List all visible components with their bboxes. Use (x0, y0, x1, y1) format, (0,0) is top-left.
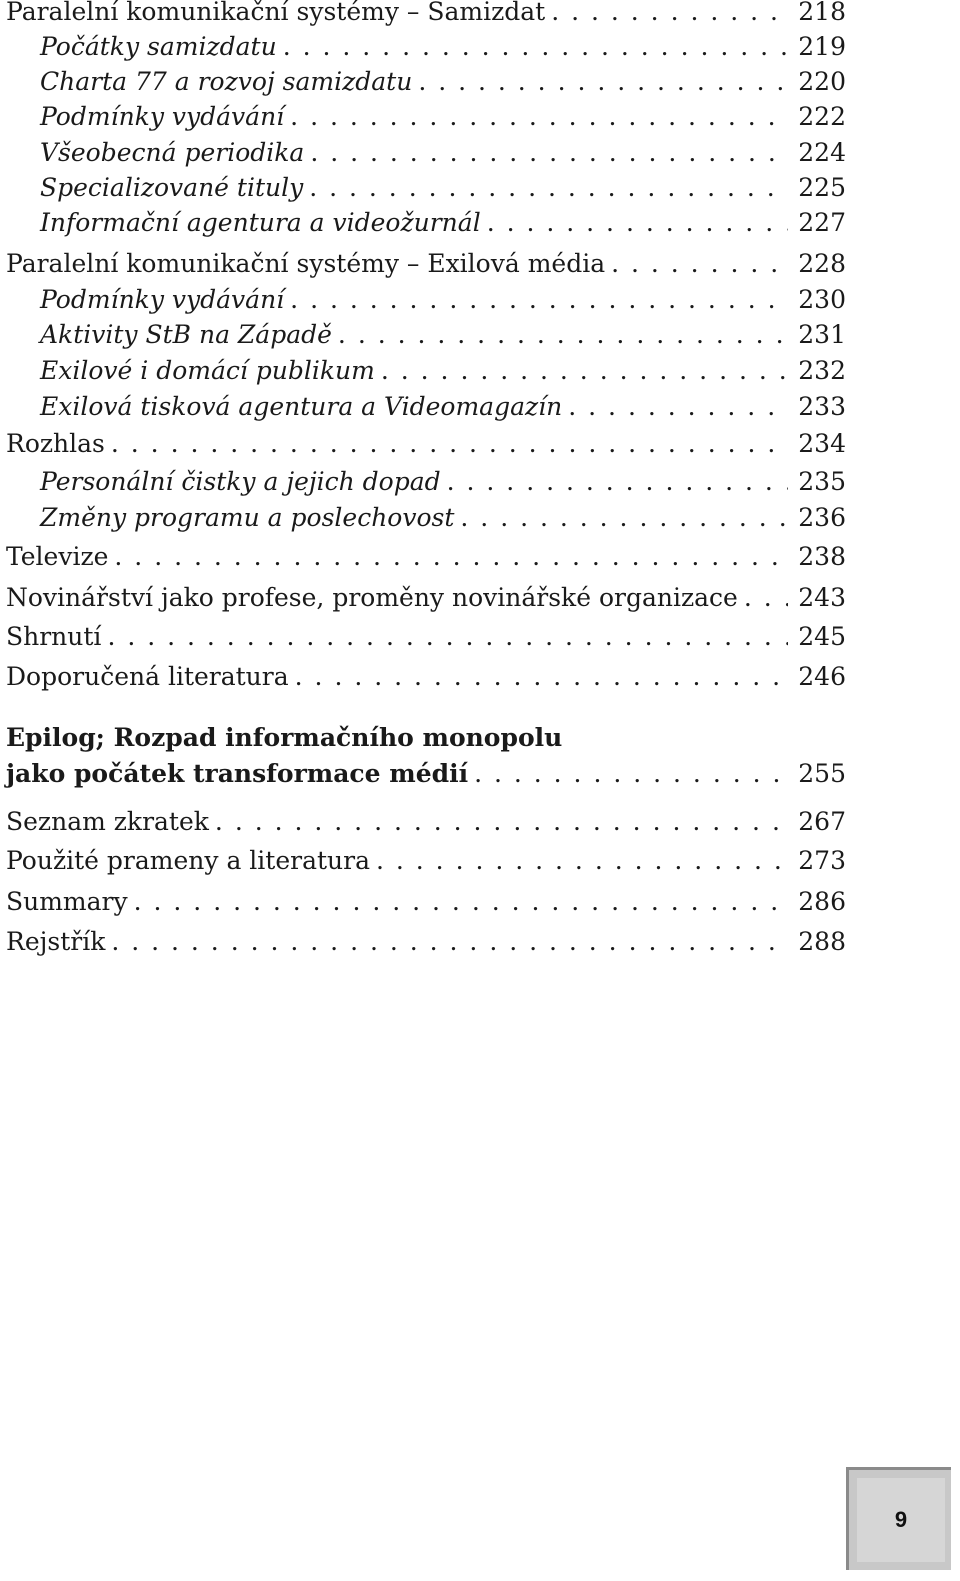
toc-entry (6, 884, 846, 920)
dot-leader (375, 353, 788, 389)
dot-leader (332, 317, 788, 353)
toc-entry (6, 246, 846, 282)
toc-entry-title: Použité prameny a literatura (6, 846, 370, 875)
toc-entry-page: 222 (798, 102, 846, 131)
dot-leader (209, 804, 788, 840)
toc-entry-title: Podmínky vydávání (40, 285, 285, 314)
toc-subentry (6, 500, 846, 536)
toc-entry-page: 288 (798, 927, 846, 956)
dot-leader (481, 205, 789, 241)
toc-entry (6, 539, 846, 575)
toc-entry-page: 255 (798, 759, 846, 788)
toc-subentry (6, 317, 846, 353)
toc-entry-page: 220 (798, 67, 846, 96)
dot-leader (284, 282, 788, 318)
toc-entry-title: jako počátek transformace médií (6, 759, 469, 788)
dot-leader (441, 464, 789, 500)
toc-entry-page: 236 (798, 503, 846, 532)
toc-entry-title: Všeobecná periodika (40, 138, 305, 167)
toc-subentry (6, 64, 846, 100)
toc-entry-page: 231 (798, 320, 846, 349)
dot-leader (605, 246, 788, 282)
toc-entry-title: Informační agentura a videožurnál (40, 208, 481, 237)
toc-entry (6, 619, 846, 655)
toc-entry (6, 843, 846, 879)
toc-subentry (6, 389, 846, 425)
dot-leader (412, 64, 788, 100)
toc-entry-title: Paralelní komunikační systémy – Samizdat (6, 0, 546, 26)
dot-leader (284, 99, 788, 135)
toc-subentry (6, 464, 846, 500)
toc-entry (6, 659, 846, 695)
toc-entry-page: 235 (798, 467, 846, 496)
toc-entry-title: Paralelní komunikační systémy – Exilová média (6, 249, 606, 278)
toc-entry-title: Exilové i domácí publikum (40, 356, 375, 385)
toc-entry (6, 924, 846, 960)
toc-entry-title: Personální čistky a jejich dopad (40, 467, 441, 496)
toc-subentry (6, 99, 846, 135)
toc-entry-page: 245 (798, 622, 846, 651)
toc-entry-page: 238 (798, 542, 846, 571)
toc-subentry (6, 135, 846, 171)
toc-entry (6, 580, 846, 616)
toc-entry-page: 228 (798, 249, 846, 278)
toc-subentry (6, 353, 846, 389)
page-number: 9 (857, 1478, 945, 1562)
toc-entry-page: 225 (798, 173, 846, 202)
toc-entry-title: Charta 77 a rozvoj samizdatu (40, 67, 413, 96)
dot-leader (468, 756, 788, 792)
dot-leader (545, 0, 788, 30)
dot-leader (738, 580, 788, 616)
toc-entry-page: 286 (798, 887, 846, 916)
toc-entry-page: 227 (798, 208, 846, 237)
toc-entry-title: Seznam zkratek (6, 807, 209, 836)
toc-entry-page: 243 (798, 583, 846, 612)
dot-leader (105, 924, 788, 960)
dot-leader (289, 659, 789, 695)
toc-subentry (6, 282, 846, 318)
toc-entry-page: 234 (798, 429, 846, 458)
dot-leader (303, 170, 788, 206)
toc-entry-title: Televize (6, 542, 109, 571)
dot-leader (454, 500, 788, 536)
dot-leader (128, 884, 789, 920)
toc-entry-title: Shrnutí (6, 622, 102, 651)
dot-leader (101, 619, 788, 655)
toc-entry-title: Aktivity StB na Západě (40, 320, 332, 349)
toc-entry-page: 224 (798, 138, 846, 167)
toc-entry-title: Doporučená literatura (6, 662, 289, 691)
toc-entry-page: 267 (798, 807, 846, 836)
dot-leader (108, 539, 788, 575)
toc-entry-page: 219 (798, 32, 846, 61)
toc-subentry (6, 205, 846, 241)
dot-leader (370, 843, 788, 879)
epilog-heading: Epilog; Rozpad informačního monopolu (6, 723, 563, 752)
toc-entry-title: Novinářství jako profese, proměny novinářské organizace (6, 583, 738, 612)
dot-leader (562, 389, 788, 425)
toc-entry-page: 246 (798, 662, 846, 691)
toc-subentry (6, 29, 846, 65)
toc-entry-title: Počátky samizdatu (40, 32, 277, 61)
toc-entry-page: 273 (798, 846, 846, 875)
toc-entry (6, 0, 846, 30)
toc-entry-title: Podmínky vydávání (40, 102, 285, 131)
toc-entry-title: Rejstřík (6, 927, 106, 956)
toc-entry (6, 426, 846, 462)
toc-entry-page: 230 (798, 285, 846, 314)
toc-entry-page: 218 (798, 0, 846, 26)
toc-entry-title: Summary (6, 887, 128, 916)
toc-entry (6, 804, 846, 840)
dot-leader (277, 29, 789, 65)
toc-subentry (6, 170, 846, 206)
toc-entry-title: Specializované tituly (40, 173, 304, 202)
page-number-badge (846, 1467, 951, 1570)
toc-entry-page: 232 (798, 356, 846, 385)
dot-leader (105, 426, 788, 462)
toc-entry-title: Rozhlas (6, 429, 105, 458)
toc-entry-page: 233 (798, 392, 846, 421)
toc-entry-title: Exilová tisková agentura a Videomagazín (40, 392, 563, 421)
toc-entry-title: Změny programu a poslechovost (40, 503, 455, 532)
toc-entry-epilog (6, 756, 846, 792)
dot-leader (304, 135, 788, 171)
